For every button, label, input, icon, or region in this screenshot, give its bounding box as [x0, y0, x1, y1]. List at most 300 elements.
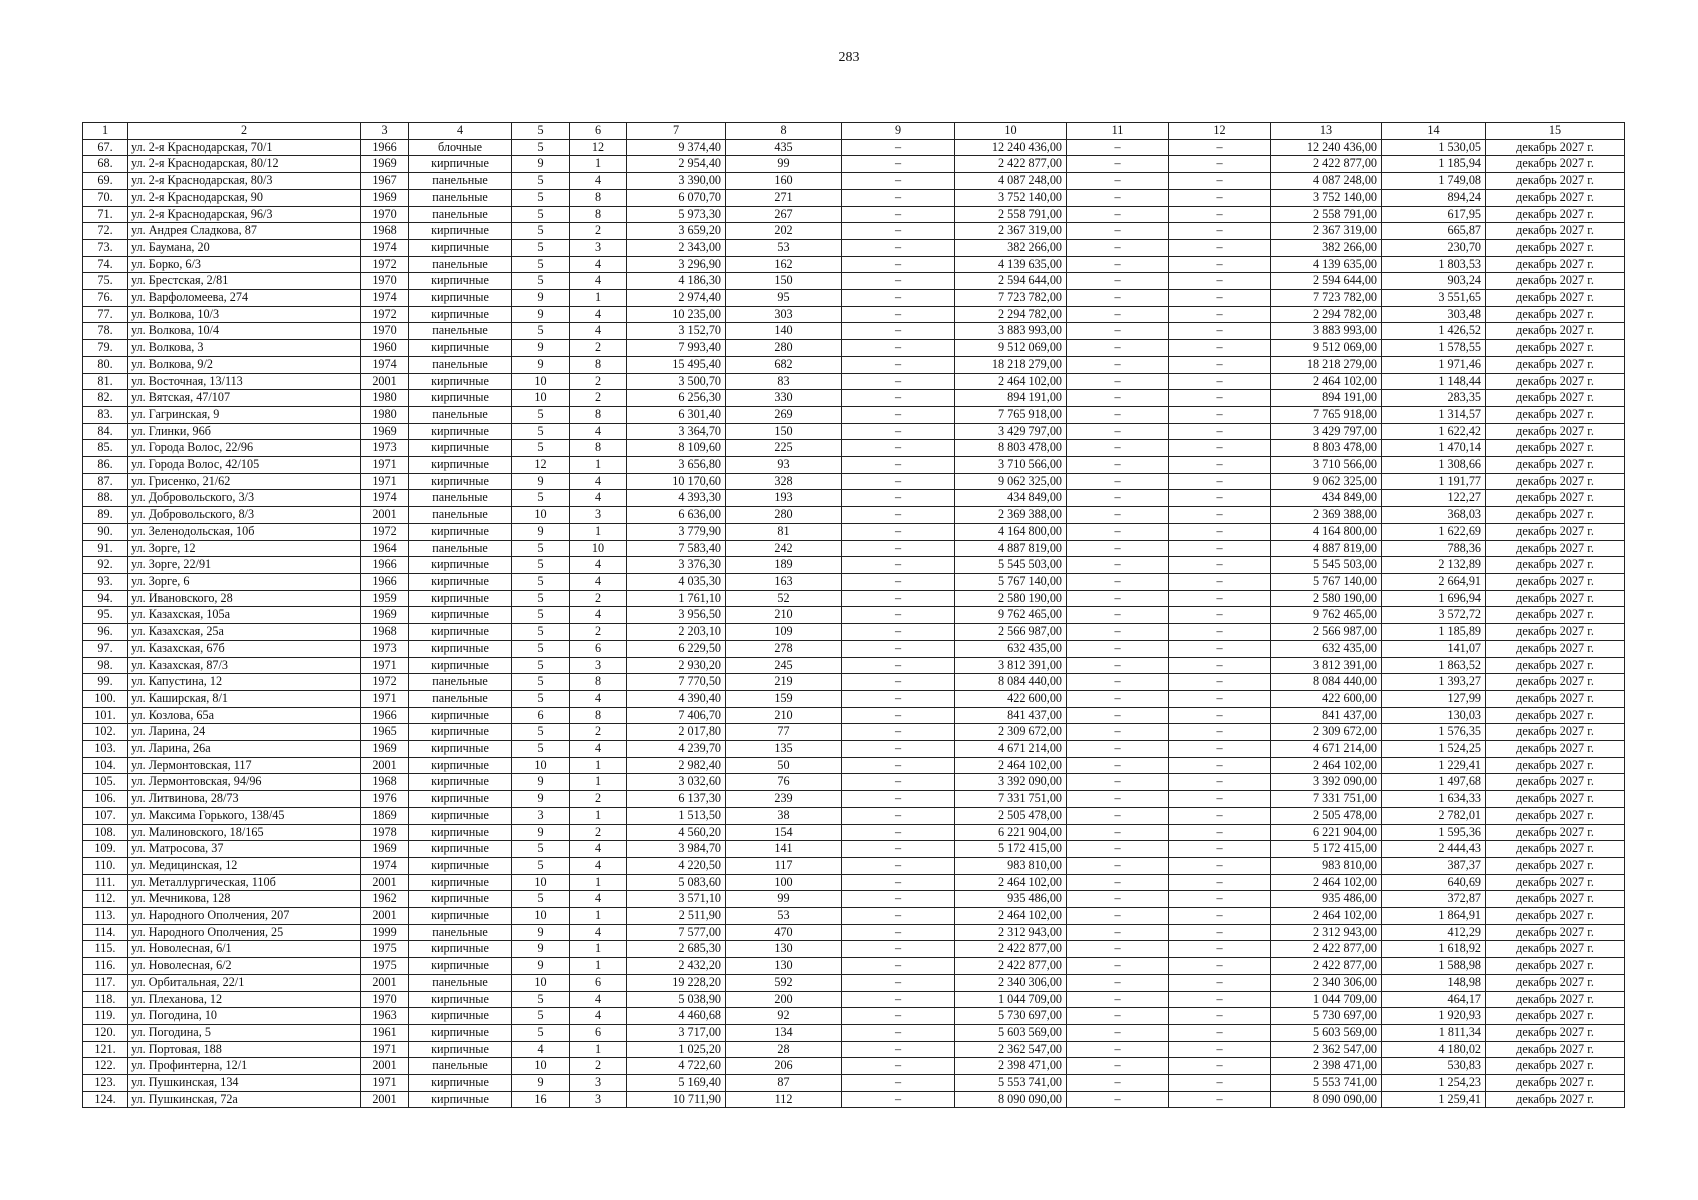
table-cell: 10	[512, 1058, 570, 1075]
table-cell: 3	[512, 807, 570, 824]
table-cell: –	[1169, 824, 1271, 841]
table-cell: 267	[726, 206, 842, 223]
table-cell: –	[842, 974, 955, 991]
table-cell: кирпичные	[409, 457, 512, 474]
table-cell: –	[1169, 807, 1271, 824]
table-cell: 7 331 751,00	[1271, 791, 1382, 808]
table-cell: 2 580 190,00	[955, 590, 1067, 607]
table-cell: 1 622,69	[1382, 523, 1486, 540]
table-cell: –	[842, 523, 955, 540]
table-cell: 10 170,60	[627, 473, 726, 490]
column-header: 14	[1382, 123, 1486, 140]
table-cell: 2	[570, 590, 627, 607]
table-row	[83, 557, 1625, 574]
table-cell: 6 221 904,00	[1271, 824, 1382, 841]
table-cell: –	[1067, 774, 1169, 791]
table-cell: 1966	[361, 707, 409, 724]
table-cell: –	[842, 139, 955, 156]
table-cell: декабрь 2027 г.	[1486, 473, 1625, 490]
table-cell: ул. Пушкинская, 134	[128, 1075, 361, 1092]
table-cell: –	[1067, 173, 1169, 190]
table-cell: 1970	[361, 206, 409, 223]
table-cell: панельные	[409, 924, 512, 941]
table-cell: 1 576,35	[1382, 724, 1486, 741]
table-cell: –	[1169, 640, 1271, 657]
table-cell: декабрь 2027 г.	[1486, 423, 1625, 440]
table-cell: 1 578,55	[1382, 340, 1486, 357]
table-cell: 102.	[83, 724, 128, 741]
table-cell: 5	[512, 741, 570, 758]
table-cell: ул. Народного Ополчения, 25	[128, 924, 361, 941]
table-cell: 4	[570, 557, 627, 574]
table-cell: 8 084 440,00	[1271, 674, 1382, 691]
table-cell: –	[1067, 1091, 1169, 1108]
table-cell: –	[1169, 1041, 1271, 1058]
table-cell: ул. Вятская, 47/107	[128, 390, 361, 407]
table-cell: 9 374,40	[627, 139, 726, 156]
table-cell: 1966	[361, 557, 409, 574]
column-header: 7	[627, 123, 726, 140]
table-cell: 12 240 436,00	[955, 139, 1067, 156]
table-cell: 2 362 547,00	[955, 1041, 1067, 1058]
table-cell: 7 765 918,00	[955, 406, 1067, 423]
table-cell: –	[1067, 707, 1169, 724]
table-cell: 5	[512, 406, 570, 423]
table-cell: 1 470,14	[1382, 440, 1486, 457]
table-cell: 1974	[361, 490, 409, 507]
table-cell: 3 752 140,00	[955, 189, 1067, 206]
table-cell: –	[1169, 256, 1271, 273]
table-cell: –	[842, 340, 955, 357]
table-cell: –	[1169, 958, 1271, 975]
table-cell: ул. Гагринская, 9	[128, 406, 361, 423]
table-cell: 8	[570, 707, 627, 724]
table-cell: 99.	[83, 674, 128, 691]
table-cell: 1 254,23	[1382, 1075, 1486, 1092]
table-cell: 1	[570, 1041, 627, 1058]
table-cell: 5	[512, 423, 570, 440]
table-cell: –	[1067, 624, 1169, 641]
table-cell: декабрь 2027 г.	[1486, 440, 1625, 457]
table-cell: ул. Города Волос, 22/96	[128, 440, 361, 457]
table-cell: декабрь 2027 г.	[1486, 457, 1625, 474]
table-cell: –	[1067, 958, 1169, 975]
table-cell: 8	[570, 406, 627, 423]
column-header: 3	[361, 123, 409, 140]
table-cell: 2	[570, 390, 627, 407]
table-row	[83, 774, 1625, 791]
table-cell: ул. Новолесная, 6/1	[128, 941, 361, 958]
table-cell: 3 717,00	[627, 1024, 726, 1041]
table-cell: 1 393,27	[1382, 674, 1486, 691]
table-cell: 1966	[361, 139, 409, 156]
table-cell: 10	[512, 874, 570, 891]
table-row	[83, 440, 1625, 457]
table-cell: 5 730 697,00	[955, 1008, 1067, 1025]
table-cell: ул. Профинтерна, 12/1	[128, 1058, 361, 1075]
table-row	[83, 323, 1625, 340]
table-cell: –	[1067, 557, 1169, 574]
table-cell: 2 398 471,00	[955, 1058, 1067, 1075]
table-cell: –	[842, 791, 955, 808]
table-row	[83, 1058, 1625, 1075]
table-cell: 368,03	[1382, 507, 1486, 524]
table-cell: –	[1169, 523, 1271, 540]
table-cell: –	[1067, 640, 1169, 657]
table-cell: 116.	[83, 958, 128, 975]
table-cell: 117.	[83, 974, 128, 991]
table-cell: 2 580 190,00	[1271, 590, 1382, 607]
table-cell: 91.	[83, 540, 128, 557]
table-cell: 422 600,00	[1271, 690, 1382, 707]
table-cell: ул. Зорге, 6	[128, 573, 361, 590]
table-row	[83, 406, 1625, 423]
table-cell: 9 762 465,00	[1271, 607, 1382, 624]
table-cell: 1 185,94	[1382, 156, 1486, 173]
table-cell: декабрь 2027 г.	[1486, 557, 1625, 574]
table-cell: ул. Народного Ополчения, 207	[128, 908, 361, 925]
table-cell: декабрь 2027 г.	[1486, 857, 1625, 874]
table-cell: –	[1067, 857, 1169, 874]
table-cell: 1975	[361, 941, 409, 958]
table-cell: 88.	[83, 490, 128, 507]
table-cell: ул. Медицинская, 12	[128, 857, 361, 874]
table-cell: –	[842, 674, 955, 691]
table-cell: 2 464 102,00	[1271, 757, 1382, 774]
table-cell: 87	[726, 1075, 842, 1092]
table-cell: декабрь 2027 г.	[1486, 356, 1625, 373]
table-cell: 5	[512, 1024, 570, 1041]
table-cell: –	[1169, 908, 1271, 925]
table-row	[83, 991, 1625, 1008]
table-cell: 1972	[361, 256, 409, 273]
table-cell: декабрь 2027 г.	[1486, 707, 1625, 724]
table-row	[83, 156, 1625, 173]
table-cell: –	[1169, 1008, 1271, 1025]
table-cell: 9 062 325,00	[1271, 473, 1382, 490]
table-cell: 7 765 918,00	[1271, 406, 1382, 423]
table-cell: 1962	[361, 891, 409, 908]
table-cell: 6 256,30	[627, 390, 726, 407]
table-cell: 242	[726, 540, 842, 557]
table-cell: 5	[512, 206, 570, 223]
table-cell: 1972	[361, 523, 409, 540]
table-cell: декабрь 2027 г.	[1486, 1075, 1625, 1092]
table-cell: –	[1169, 557, 1271, 574]
table-cell: 5 545 503,00	[955, 557, 1067, 574]
table-row	[83, 1024, 1625, 1041]
table-cell: 2 367 319,00	[955, 223, 1067, 240]
table-cell: –	[1067, 757, 1169, 774]
table-cell: декабрь 2027 г.	[1486, 173, 1625, 190]
table-cell: –	[1169, 757, 1271, 774]
table-cell: 8	[570, 440, 627, 457]
table-cell: –	[1169, 373, 1271, 390]
table-cell: 4 180,02	[1382, 1041, 1486, 1058]
table-cell: 2 566 987,00	[955, 624, 1067, 641]
table-cell: ул. Города Волос, 42/105	[128, 457, 361, 474]
table-cell: 5	[512, 540, 570, 557]
table-cell: 206	[726, 1058, 842, 1075]
table-cell: 788,36	[1382, 540, 1486, 557]
table-cell: 71.	[83, 206, 128, 223]
table-cell: ул. Малиновского, 18/165	[128, 824, 361, 841]
table-cell: –	[1067, 139, 1169, 156]
table-cell: 4 164 800,00	[1271, 523, 1382, 540]
table-cell: –	[1067, 1058, 1169, 1075]
table-cell: 5 767 140,00	[1271, 573, 1382, 590]
table-cell: декабрь 2027 г.	[1486, 239, 1625, 256]
table-cell: 1 229,41	[1382, 757, 1486, 774]
table-cell: 67.	[83, 139, 128, 156]
table-cell: 50	[726, 757, 842, 774]
table-cell: 5	[512, 1008, 570, 1025]
table-cell: 2 505 478,00	[955, 807, 1067, 824]
table-cell: 592	[726, 974, 842, 991]
table-cell: 4 887 819,00	[1271, 540, 1382, 557]
table-cell: 372,87	[1382, 891, 1486, 908]
table-cell: кирпичные	[409, 523, 512, 540]
table-cell: –	[1169, 306, 1271, 323]
table-row	[83, 724, 1625, 741]
table-cell: 106.	[83, 791, 128, 808]
table-cell: 1 920,93	[1382, 1008, 1486, 1025]
table-cell: 7 723 782,00	[955, 290, 1067, 307]
table-cell: –	[1067, 941, 1169, 958]
table-cell: декабрь 2027 г.	[1486, 323, 1625, 340]
table-cell: 2 312 943,00	[1271, 924, 1382, 941]
table-cell: 94.	[83, 590, 128, 607]
table-cell: декабрь 2027 г.	[1486, 891, 1625, 908]
table-cell: 9 062 325,00	[955, 473, 1067, 490]
table-cell: 8	[570, 356, 627, 373]
table-cell: кирпичные	[409, 807, 512, 824]
table-cell: 100	[726, 874, 842, 891]
table-cell: ул. Новолесная, 6/2	[128, 958, 361, 975]
table-cell: кирпичные	[409, 624, 512, 641]
table-row	[83, 741, 1625, 758]
table-cell: ул. Погодина, 5	[128, 1024, 361, 1041]
table-row	[83, 674, 1625, 691]
table-cell: 5	[512, 674, 570, 691]
column-header: 10	[955, 123, 1067, 140]
table-cell: ул. Зеленодольская, 10б	[128, 523, 361, 540]
table-cell: 434 849,00	[955, 490, 1067, 507]
table-cell: 2 558 791,00	[955, 206, 1067, 223]
table-cell: 10	[512, 974, 570, 991]
table-cell: –	[1067, 223, 1169, 240]
table-cell: 2 422 877,00	[1271, 941, 1382, 958]
table-cell: кирпичные	[409, 741, 512, 758]
table-cell: 2 309 672,00	[955, 724, 1067, 741]
table-cell: 81	[726, 523, 842, 540]
table-cell: 230,70	[1382, 239, 1486, 256]
table-cell: 92.	[83, 557, 128, 574]
table-cell: –	[1169, 206, 1271, 223]
table-cell: 3 032,60	[627, 774, 726, 791]
table-cell: 10	[512, 373, 570, 390]
table-cell: 5	[512, 841, 570, 858]
table-cell: 2001	[361, 507, 409, 524]
table-cell: 4	[570, 690, 627, 707]
table-cell: 2 340 306,00	[1271, 974, 1382, 991]
table-cell: 1971	[361, 1075, 409, 1092]
table-cell: 120.	[83, 1024, 128, 1041]
table-cell: декабрь 2027 г.	[1486, 223, 1625, 240]
table-cell: 2 398 471,00	[1271, 1058, 1382, 1075]
table-cell: –	[842, 540, 955, 557]
table-cell: 104.	[83, 757, 128, 774]
table-cell: 3 659,20	[627, 223, 726, 240]
table-cell: 2 930,20	[627, 657, 726, 674]
table-cell: –	[842, 1041, 955, 1058]
table-cell: 2 511,90	[627, 908, 726, 925]
table-cell: декабрь 2027 г.	[1486, 340, 1625, 357]
table-cell: 3	[570, 507, 627, 524]
table-cell: 1 864,91	[1382, 908, 1486, 925]
table-cell: –	[842, 373, 955, 390]
table-cell: 10 711,90	[627, 1091, 726, 1108]
table-cell: ул. Матросова, 37	[128, 841, 361, 858]
table-row	[83, 573, 1625, 590]
table-cell: –	[1169, 540, 1271, 557]
table-row	[83, 1091, 1625, 1108]
table-cell: –	[1067, 724, 1169, 741]
table-cell: –	[1067, 256, 1169, 273]
table-cell: 5 730 697,00	[1271, 1008, 1382, 1025]
table-cell: 202	[726, 223, 842, 240]
table-cell: –	[842, 741, 955, 758]
table-cell: ул. Баумана, 20	[128, 239, 361, 256]
table-cell: 2 464 102,00	[955, 908, 1067, 925]
table-cell: –	[1169, 323, 1271, 340]
table-cell: –	[842, 707, 955, 724]
table-cell: панельные	[409, 206, 512, 223]
table-cell: 894 191,00	[955, 390, 1067, 407]
table-cell: 4	[570, 306, 627, 323]
table-cell: декабрь 2027 г.	[1486, 941, 1625, 958]
table-cell: декабрь 2027 г.	[1486, 674, 1625, 691]
table-row	[83, 523, 1625, 540]
table-cell: 1960	[361, 340, 409, 357]
table-cell: 81.	[83, 373, 128, 390]
table-cell: –	[1067, 991, 1169, 1008]
table-cell: 3 572,72	[1382, 607, 1486, 624]
table-row	[83, 590, 1625, 607]
table-cell: 90.	[83, 523, 128, 540]
table-cell: 935 486,00	[955, 891, 1067, 908]
table-cell: 1 314,57	[1382, 406, 1486, 423]
table-cell: 108.	[83, 824, 128, 841]
table-cell: –	[1067, 674, 1169, 691]
table-cell: 8 803 478,00	[1271, 440, 1382, 457]
table-cell: декабрь 2027 г.	[1486, 573, 1625, 590]
table-cell: –	[1067, 1008, 1169, 1025]
table-cell: –	[1169, 173, 1271, 190]
table-cell: –	[1067, 189, 1169, 206]
table-row	[83, 239, 1625, 256]
table-cell: декабрь 2027 г.	[1486, 958, 1625, 975]
table-cell: декабрь 2027 г.	[1486, 640, 1625, 657]
table-cell: 2 309 672,00	[1271, 724, 1382, 741]
table-cell: 2001	[361, 874, 409, 891]
table-cell: 5 553 741,00	[955, 1075, 1067, 1092]
table-cell: 141	[726, 841, 842, 858]
table-cell: 8	[570, 206, 627, 223]
table-cell: блочные	[409, 139, 512, 156]
table-cell: 9	[512, 473, 570, 490]
table-cell: –	[842, 557, 955, 574]
table-cell: –	[842, 958, 955, 975]
table-cell: 112.	[83, 891, 128, 908]
table-cell: 5	[512, 223, 570, 240]
table-cell: декабрь 2027 г.	[1486, 273, 1625, 290]
table-cell: –	[1067, 406, 1169, 423]
table-cell: 1 025,20	[627, 1041, 726, 1058]
table-cell: панельные	[409, 256, 512, 273]
column-header: 5	[512, 123, 570, 140]
table-cell: 7 577,00	[627, 924, 726, 941]
table-cell: –	[1169, 189, 1271, 206]
table-cell: 1968	[361, 223, 409, 240]
table-cell: декабрь 2027 г.	[1486, 306, 1625, 323]
table-cell: ул. Волкова, 10/3	[128, 306, 361, 323]
table-cell: 74.	[83, 256, 128, 273]
table-cell: 1970	[361, 991, 409, 1008]
table-cell: 1973	[361, 640, 409, 657]
table-cell: 3 376,30	[627, 557, 726, 574]
table-cell: 382 266,00	[1271, 239, 1382, 256]
table-cell: кирпичные	[409, 941, 512, 958]
table-cell: 2	[570, 1058, 627, 1075]
table-cell: –	[1169, 473, 1271, 490]
table-cell: 121.	[83, 1041, 128, 1058]
table-row	[83, 1041, 1625, 1058]
table-cell: панельные	[409, 189, 512, 206]
table-cell: 470	[726, 924, 842, 941]
table-cell: 2 343,00	[627, 239, 726, 256]
table-cell: 8 090 090,00	[1271, 1091, 1382, 1108]
table-cell: –	[1169, 457, 1271, 474]
table-cell: 1	[570, 774, 627, 791]
table-cell: ул. Портовая, 188	[128, 1041, 361, 1058]
table-cell: ул. 2-я Краснодарская, 96/3	[128, 206, 361, 223]
table-row	[83, 807, 1625, 824]
table-cell: –	[842, 206, 955, 223]
table-cell: –	[1169, 423, 1271, 440]
table-cell: ул. Плеханова, 12	[128, 991, 361, 1008]
housing-repair-table	[82, 122, 1625, 1108]
table-cell: 5	[512, 991, 570, 1008]
table-cell: 271	[726, 189, 842, 206]
table-cell: 117	[726, 857, 842, 874]
table-cell: 115.	[83, 941, 128, 958]
table-cell: –	[842, 1058, 955, 1075]
table-cell: 148,98	[1382, 974, 1486, 991]
table-cell: 1 618,92	[1382, 941, 1486, 958]
table-cell: 9	[512, 1075, 570, 1092]
table-cell: декабрь 2027 г.	[1486, 690, 1625, 707]
table-cell: 3 710 566,00	[955, 457, 1067, 474]
table-cell: 4 887 819,00	[955, 540, 1067, 557]
table-cell: –	[1067, 908, 1169, 925]
table-cell: –	[842, 306, 955, 323]
table-cell: 134	[726, 1024, 842, 1041]
table-cell: декабрь 2027 г.	[1486, 1091, 1625, 1108]
table-cell: панельные	[409, 356, 512, 373]
table-cell: 10	[512, 908, 570, 925]
table-cell: –	[842, 991, 955, 1008]
